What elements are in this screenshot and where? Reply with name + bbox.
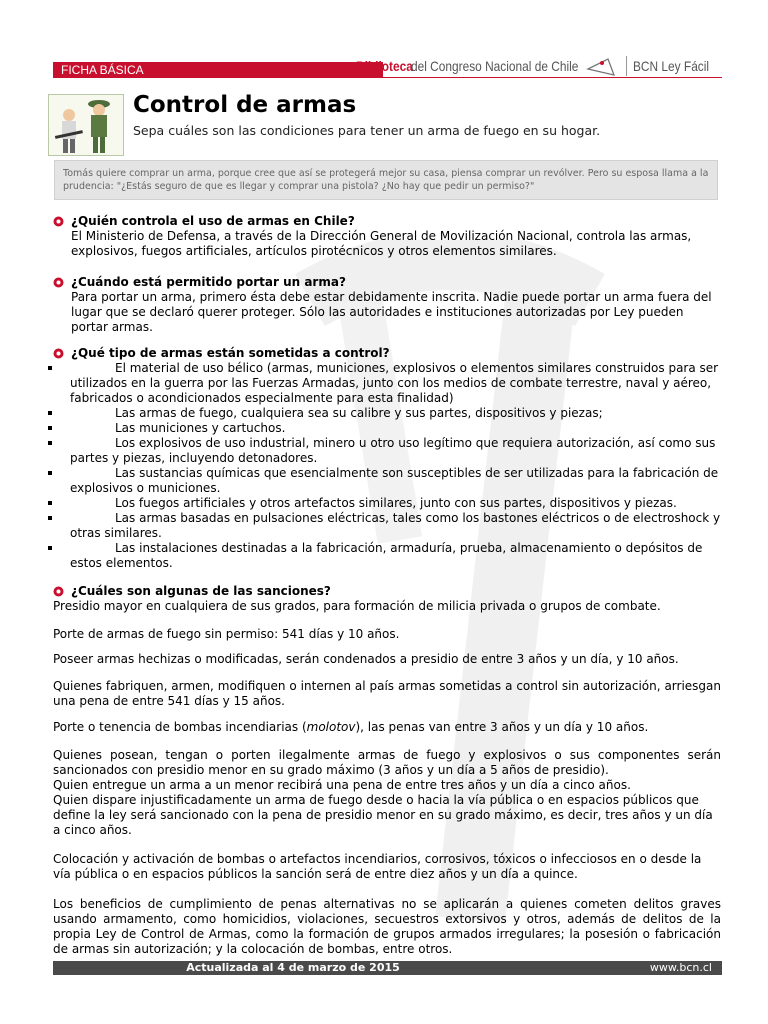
question-text: ¿Cuándo está permitido portar un arma? [71, 275, 346, 289]
library-name: del Congreso Nacional de Chile [410, 58, 578, 74]
sanction-paragraph: Poseer armas hechizas o modificadas, serán condenados a presidio de entre 3 años y un día, y 10 años. [53, 652, 679, 666]
update-date: Actualizada al 4 de marzo de 2015 [186, 961, 400, 974]
page-title: Control de armas [133, 92, 357, 118]
ficha-basica-label: FICHA BÁSICA [53, 62, 383, 78]
red-circle-bullet-icon [53, 586, 64, 597]
list-item: El material de uso bélico (armas, municiones, explosivos o elementos similares construidos para ser utilizados en la guerra por las Fuerzas Armadas, junto con los medios de combate terrestre, naval y aéreo, fabricados o acondicionados especialmente para esta finalidad) [53, 361, 723, 406]
red-circle-bullet-icon [53, 348, 64, 359]
section-question [53, 214, 723, 229]
section-question [53, 275, 723, 290]
list-item: Las sustancias químicas que esencialmente son susceptibles de ser utilizadas para la fabricación de explosivos o municiones. [53, 466, 723, 496]
question-text: ¿Qué tipo de armas están sometidas a control? [71, 346, 390, 360]
sanction-paragraph: Porte o tenencia de bombas incendiarias (molotov), las penas van entre 3 años y un día y 10 años. [53, 720, 649, 734]
list-item: Las instalaciones destinadas a la fabricación, armaduría, prueba, almacenamiento o depósitos de estos elementos. [53, 541, 723, 571]
answer-text: Para portar un arma, primero ésta debe estar debidamente inscrita. Nadie puede portar un arma fuera del lugar que se declaró querer proteger. Sólo las autoridades e instituciones autorizadas por Ley pueden portar armas. [71, 290, 712, 334]
weapon-types-list [53, 361, 723, 571]
bcn-ley-facil-label: BCN Ley Fácil [632, 58, 709, 74]
sanction-paragraph: Quien dispare injustificadamente un arma de fuego desde o hacia la vía pública o en espacios públicos que define la ley será sancionado con la pena de presidio menor en su grado máximo, es decir, tres años y un día a cinco años. [53, 793, 713, 837]
bcn-logo-icon [586, 55, 620, 77]
page-subtitle: Sepa cuáles son las condiciones para tener un arma de fuego en su hogar. [133, 123, 601, 138]
list-item: Los explosivos de uso industrial, minero u otro uso legítimo que requiera autorización, así como sus partes y piezas, incluyendo detonadores. [53, 436, 723, 466]
footer-bar [53, 961, 722, 975]
red-circle-bullet-icon [53, 216, 64, 227]
illustration-image [48, 94, 124, 156]
library-name-bold: Biblioteca [355, 58, 413, 74]
section-question [53, 346, 723, 361]
list-item: Las armas de fuego, cualquiera sea su calibre y sus partes, dispositivos y piezas; [53, 406, 723, 421]
answer-text: El Ministerio de Defensa, a través de la Dirección General de Movilización Nacional, controla las armas, explosivos, fuegos artificiales, artículos pirotécnicos y otros elementos similares. [71, 229, 692, 258]
bcn-branding [356, 56, 722, 76]
section-sanctions [53, 584, 723, 599]
section-weapon-types [53, 346, 723, 571]
sanction-paragraph: Presidio mayor en cualquiera de sus grados, para formación de milicia privada o grupos de combate. [53, 599, 661, 613]
section-question [53, 584, 723, 599]
sanction-paragraph: Los beneficios de cumplimiento de penas alternativas no se aplicarán a quienes cometen delitos graves usando armamento, como homicidios, violaciones, secuestros extorsivos y otros, además de delitos de la propia Ley de Control de Armas, como la formación de grupos armados irregulares; la posesión o fabricación de armas sin autorización; y la colocación de bombas, entre otros. [53, 897, 721, 956]
red-circle-bullet-icon [53, 277, 64, 288]
sanction-paragraph: Quienes fabriquen, armen, modifiquen o internen al país armas sometidas a control sin autorización, arriesgan una pena de entre 541 días y 15 años. [53, 679, 721, 708]
sanction-paragraph: Quien entregue un arma a un menor recibirá una pena de entre tres años y un día a cinco años. [53, 778, 631, 792]
sanction-paragraph: Colocación y activación de bombas o artefactos incendiarios, corrosivos, tóxicos o infecciosos en o desde la vía pública o en espacios públicos la sanción será de entre diez años y un día a quince. [53, 852, 702, 881]
intro-quote-box: Tomás quiere comprar un arma, porque cree que así se protegerá mejor su casa, piensa comprar un revólver. Pero su esposa llama a la prudencia: "¿Estás seguro de que es llegar y comprar una pistola? ¿No hay que pedir un permiso?" [54, 160, 718, 200]
question-text: ¿Cuáles son algunas de las sanciones? [71, 584, 331, 598]
sanction-paragraph: Porte de armas de fuego sin permiso: 541 días y 10 años. [53, 627, 400, 641]
website-link[interactable]: www.bcn.cl [649, 961, 712, 974]
list-item: Las municiones y cartuchos. [53, 421, 723, 436]
header-divider [53, 77, 722, 78]
question-text: ¿Quién controla el uso de armas en Chile? [71, 214, 355, 228]
molotov-term: molotov [306, 720, 356, 734]
section-who-controls [53, 214, 723, 259]
header-bar [53, 58, 722, 79]
list-item: Las armas basadas en pulsaciones eléctricas, tales como los bastones eléctricos o de electroshock y otras similares. [53, 511, 723, 541]
list-item: Los fuegos artificiales y otros artefactos similares, junto con sus partes, dispositivos y piezas. [53, 496, 723, 511]
section-when-allowed [53, 275, 723, 335]
brand-separator [626, 56, 627, 76]
sanction-paragraph: Quienes posean, tengan o porten ilegalmente armas de fuego y explosivos o sus componentes serán sancionados con presidio menor en su grado máximo (3 años y un día a 5 años de presidio). [53, 748, 721, 777]
